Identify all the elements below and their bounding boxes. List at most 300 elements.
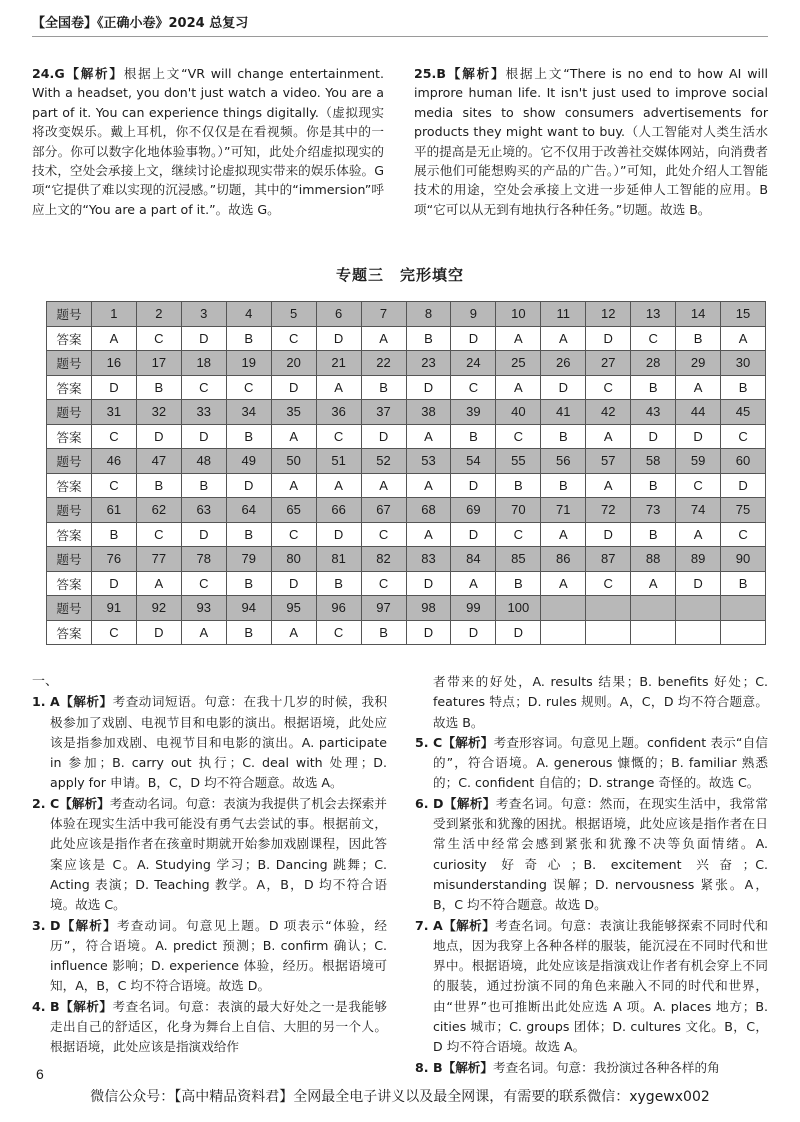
question-number-cell: 60 <box>721 449 766 474</box>
answer-cell: C <box>316 620 361 645</box>
answer-cell: A <box>406 522 451 547</box>
question-number-row-label: 题号 <box>47 596 92 621</box>
answer-cell: B <box>181 473 226 498</box>
answer-cell: C <box>361 522 406 547</box>
answer-cell: D <box>586 522 631 547</box>
question-number-cell: 8 <box>406 302 451 327</box>
question-number-cell: 93 <box>181 596 226 621</box>
answer-24-tag: 【解析】 <box>64 66 124 81</box>
question-number-cell: 56 <box>541 449 586 474</box>
answer-cell: A <box>406 473 451 498</box>
answer-cell: A <box>631 571 676 596</box>
question-number-cell: 89 <box>676 547 721 572</box>
question-number-cell: 48 <box>181 449 226 474</box>
question-number-cell: 3 <box>181 302 226 327</box>
answer-cell: A <box>91 326 136 351</box>
answer-row-label: 答案 <box>47 326 92 351</box>
answer-cell: A <box>271 424 316 449</box>
answer-cell: A <box>586 424 631 449</box>
answer-cell: D <box>136 424 181 449</box>
question-number-cell: 23 <box>406 351 451 376</box>
question-number-cell: 21 <box>316 351 361 376</box>
answer-25 <box>414 64 768 219</box>
answer-cell: D <box>676 424 721 449</box>
answer-row <box>47 375 766 400</box>
explanation-text: 考查动词短语。句意：在我十几岁的时候，我积极参加了戏剧、电视节目和电影的演出。根据语境，此处应该是指参加戏剧、电视节目和电影的演出。A. participate in 参加；B. carry out 执行；C. deal with 处理；D. apply for 申请。B，C，D 均不符合题意。故选 A。 <box>50 694 388 791</box>
answer-cell <box>721 620 766 645</box>
header-divider <box>32 36 768 37</box>
answer-row <box>47 424 766 449</box>
answer-row-label: 答案 <box>47 522 92 547</box>
answer-cell: B <box>676 326 721 351</box>
answer-cell: C <box>271 522 316 547</box>
question-number-cell: 27 <box>586 351 631 376</box>
answer-24-letter: G <box>54 66 65 81</box>
question-number-cell: 55 <box>496 449 541 474</box>
question-number-row <box>47 400 766 425</box>
answer-cell: A <box>721 326 766 351</box>
answer-cell: B <box>631 375 676 400</box>
explanation-number: 8. <box>415 1059 429 1075</box>
page-footer: 微信公众号：【高中精品资料君】全网最全电子讲义以及最全网课，有需要的联系微信：xygewx002 <box>90 1089 710 1105</box>
question-number-cell: 73 <box>631 498 676 523</box>
answer-cell: C <box>496 424 541 449</box>
answer-cell: B <box>226 424 271 449</box>
answer-cell: A <box>136 571 181 596</box>
question-number-cell: 87 <box>586 547 631 572</box>
question-number-cell: 29 <box>676 351 721 376</box>
page-number: 6 <box>36 1066 44 1082</box>
question-number-cell: 36 <box>316 400 361 425</box>
question-number-cell: 99 <box>451 596 496 621</box>
question-number-row-label: 题号 <box>47 547 92 572</box>
question-number-cell: 22 <box>361 351 406 376</box>
question-number-cell: 33 <box>181 400 226 425</box>
question-number-cell: 83 <box>406 547 451 572</box>
explanation-text: 考查名词。句意：我扮演过各种各样的角 <box>492 1059 720 1075</box>
answer-cell: D <box>91 375 136 400</box>
explanation-number: 7. <box>415 917 429 933</box>
section-mark: 一、 <box>32 674 59 689</box>
explanation-5 <box>415 733 768 794</box>
question-number-row-label: 题号 <box>47 400 92 425</box>
answer-cell: D <box>451 473 496 498</box>
top-answer-columns <box>32 64 768 244</box>
answer-cell: C <box>181 571 226 596</box>
answer-cell: C <box>496 522 541 547</box>
answer-cell: D <box>631 424 676 449</box>
answer-cell: B <box>496 473 541 498</box>
answer-cell: C <box>136 522 181 547</box>
answer-cell: D <box>406 571 451 596</box>
answer-cell: C <box>316 424 361 449</box>
explanation-text: 者带来的好处，A. results 结果；B. benefits 好处；C. features 特点；D. rules 规则。A，C，D 均不符合题意。故选 B。 <box>433 674 768 730</box>
answer-cell: D <box>361 424 406 449</box>
answer-cell: A <box>676 375 721 400</box>
question-number-row <box>47 351 766 376</box>
question-number-row-label: 题号 <box>47 498 92 523</box>
question-number-cell: 90 <box>721 547 766 572</box>
answer-cell: A <box>406 424 451 449</box>
explanation-letter: D <box>50 917 61 933</box>
answer-cell: D <box>676 571 721 596</box>
question-number-cell: 26 <box>541 351 586 376</box>
question-number-cell: 64 <box>226 498 271 523</box>
question-number-cell: 43 <box>631 400 676 425</box>
answer-24 <box>32 64 384 219</box>
question-number-cell: 25 <box>496 351 541 376</box>
question-number-cell: 17 <box>136 351 181 376</box>
answer-cell: D <box>406 375 451 400</box>
question-number-cell: 76 <box>91 547 136 572</box>
question-number-row-label: 题号 <box>47 449 92 474</box>
question-number-cell: 20 <box>271 351 316 376</box>
answer-row-label: 答案 <box>47 620 92 645</box>
answer-cell: D <box>271 571 316 596</box>
question-number-cell: 5 <box>271 302 316 327</box>
answer-24-text: 根据上文“VR will change entertainment. With a headset, you don't just watch a video. You are a part of it. You can experience things digitally.（虚拟现实将改变娱乐。戴上耳机，你不仅仅是在看视频。你是其中的一部分。你可以数字化地体验事物。）”可知，此处介绍虚拟现实的技术，空处会承接上文，继续讨论虚拟现实带来的娱乐体验。G 项“它提供了难以实现的沉浸感。”切题，其中的“immersion”呼应上文的“You are a part of it.”。故选 G。 <box>32 66 384 217</box>
explanation-text: 考查动名词。句意：表演为我提供了机会去探索并体验在现实生活中我可能没有勇气去尝试的事。根据前文，此处应该是指作者在孩童时期就开始参加戏剧课程，因此答案应该是 C。A. Studying 学习；B. Dancing 跳舞；C. Acting 表演；D. Teaching 教学。A，B，D 均不符合语境。故选 C。 <box>50 795 388 913</box>
answer-cell: C <box>676 473 721 498</box>
answer-cell: D <box>181 522 226 547</box>
answer-cell: D <box>316 326 361 351</box>
question-number-cell: 4 <box>226 302 271 327</box>
question-number-cell: 97 <box>361 596 406 621</box>
question-number-cell: 66 <box>316 498 361 523</box>
question-number-cell: 75 <box>721 498 766 523</box>
question-number-cell: 16 <box>91 351 136 376</box>
answer-cell: C <box>586 571 631 596</box>
answer-cell: C <box>451 375 496 400</box>
section-title: 专题三 完形填空 <box>335 266 464 284</box>
question-number-cell: 92 <box>136 596 181 621</box>
explanation-tag: 【解析】 <box>60 917 117 933</box>
answer-cell: A <box>676 522 721 547</box>
question-number-cell: 37 <box>361 400 406 425</box>
question-number-row <box>47 302 766 327</box>
question-number-cell: 62 <box>136 498 181 523</box>
question-number-cell: 52 <box>361 449 406 474</box>
question-number-cell: 57 <box>586 449 631 474</box>
question-number-cell: 39 <box>451 400 496 425</box>
question-number-cell: 32 <box>136 400 181 425</box>
answer-cell: B <box>631 522 676 547</box>
question-number-cell <box>586 596 631 621</box>
answer-cell: B <box>136 375 181 400</box>
answer-cell: C <box>226 375 271 400</box>
explanation-text: 考查动词。句意见上题。D 项表示“体验，经历”，符合语境。A. predict 预测；B. confirm 确认；C. influence 影响；D. experience 体验，经历。根据语境可知，A，B，C 均不符合语境。故选 D。 <box>50 917 387 994</box>
question-number-cell: 91 <box>91 596 136 621</box>
question-number-cell: 72 <box>586 498 631 523</box>
answer-cell: B <box>721 571 766 596</box>
answer-cell: C <box>91 424 136 449</box>
explanation-number: 1. <box>32 694 46 710</box>
answer-cell: D <box>541 375 586 400</box>
question-number-cell: 85 <box>496 547 541 572</box>
answer-cell: A <box>271 473 316 498</box>
answer-row-label: 答案 <box>47 424 92 449</box>
question-number-cell: 46 <box>91 449 136 474</box>
answer-cell: B <box>226 620 271 645</box>
answer-cell: A <box>496 326 541 351</box>
explanation-text: 考查名词。句意：表演的最大好处之一是我能够走出自己的舒适区，化身为舞台上自信、大胆的另一个人。根据语境，此处应该是指演戏给作 <box>50 998 388 1055</box>
question-number-cell: 53 <box>406 449 451 474</box>
question-number-cell: 12 <box>586 302 631 327</box>
explanation-number: 5. <box>415 734 429 750</box>
answer-cell: D <box>181 424 226 449</box>
question-number-cell: 61 <box>91 498 136 523</box>
explanation-letter: C <box>50 795 60 811</box>
answer-24-number: 24. <box>32 66 55 81</box>
answer-cell: A <box>541 522 586 547</box>
question-number-cell: 63 <box>181 498 226 523</box>
explanation-text: 考查形容词。句意见上题。confident 表示“自信的”，符合语境。A. generous 慷慨的；B. familiar 熟悉的；C. confident 自信的；D. strange 奇怪的。故选 C。 <box>433 734 769 791</box>
explanation-letter: A <box>433 917 443 933</box>
question-number-row <box>47 498 766 523</box>
answer-cell: D <box>496 620 541 645</box>
explanation-tag: 【解析】 <box>442 734 494 750</box>
explanation-columns <box>32 672 769 1075</box>
explanation-4-continued <box>415 672 768 733</box>
question-number-cell: 19 <box>226 351 271 376</box>
answer-cell: B <box>316 571 361 596</box>
answer-cell: B <box>136 473 181 498</box>
explanation-2 <box>32 794 387 916</box>
question-number-cell: 51 <box>316 449 361 474</box>
question-number-cell <box>541 596 586 621</box>
answer-cell: A <box>316 473 361 498</box>
answer-cell: A <box>541 571 586 596</box>
explanation-letter: A <box>50 694 60 710</box>
question-number-cell: 30 <box>721 351 766 376</box>
answer-cell: A <box>541 326 586 351</box>
explanation-8 <box>415 1058 768 1078</box>
answer-cell: D <box>406 620 451 645</box>
answer-cell: A <box>361 473 406 498</box>
question-number-cell: 24 <box>451 351 496 376</box>
answer-cell: D <box>451 620 496 645</box>
question-number-row <box>47 547 766 572</box>
question-number-cell: 6 <box>316 302 361 327</box>
answer-cell: C <box>271 326 316 351</box>
question-number-cell: 79 <box>226 547 271 572</box>
answer-cell: A <box>496 375 541 400</box>
answer-cell: D <box>136 620 181 645</box>
answer-cell: B <box>226 522 271 547</box>
explanation-4 <box>32 997 387 1058</box>
answer-cell: D <box>226 473 271 498</box>
question-number-cell: 7 <box>361 302 406 327</box>
explanation-number: 2. <box>32 795 46 811</box>
answer-cell: A <box>316 375 361 400</box>
explanation-letter: B <box>50 998 60 1014</box>
question-number-cell: 28 <box>631 351 676 376</box>
answer-cell: C <box>721 424 766 449</box>
question-number-row-label: 题号 <box>47 351 92 376</box>
answer-cell: A <box>586 473 631 498</box>
answer-25-number: 25. <box>414 66 437 81</box>
answer-cell: B <box>406 326 451 351</box>
question-number-cell: 78 <box>181 547 226 572</box>
answer-cell <box>541 620 586 645</box>
answer-cell: A <box>361 326 406 351</box>
explanation-number: 4. <box>32 998 46 1014</box>
answer-cell: B <box>631 473 676 498</box>
answer-cell: D <box>586 326 631 351</box>
page-header: 【全国卷】《正确小卷》2024 总复习 <box>32 16 249 31</box>
question-number-cell: 68 <box>406 498 451 523</box>
question-number-cell: 70 <box>496 498 541 523</box>
answer-25-letter: B <box>436 66 446 81</box>
answer-cell: B <box>496 571 541 596</box>
answer-cell: B <box>361 375 406 400</box>
answer-row-label: 答案 <box>47 375 92 400</box>
answer-cell: C <box>91 473 136 498</box>
question-number-cell: 77 <box>136 547 181 572</box>
question-number-cell: 95 <box>271 596 316 621</box>
explanation-tag: 【解析】 <box>442 917 496 933</box>
answer-cell: D <box>451 326 496 351</box>
answer-row <box>47 473 766 498</box>
answer-cell: D <box>721 473 766 498</box>
question-number-cell: 44 <box>676 400 721 425</box>
answer-cell: C <box>91 620 136 645</box>
answer-cell <box>676 620 721 645</box>
question-number-cell: 67 <box>361 498 406 523</box>
question-number-cell: 41 <box>541 400 586 425</box>
question-number-cell: 2 <box>136 302 181 327</box>
question-number-cell: 15 <box>721 302 766 327</box>
question-number-cell: 58 <box>631 449 676 474</box>
explanation-6 <box>415 794 768 916</box>
explanation-text: 考查名词。句意：然而，在现实生活中，我常常受到紧张和犹豫的困扰。根据语境，此处应该是指作者在日常生活中经常会感到紧张和犹豫不决等负面情绪。A. curiosity 好奇心；B. excitement 兴奋；C. misunderstanding 误解；D. nervousness 紧张。A，B，C 均不符合题意。故选 D。 <box>433 795 768 913</box>
answer-key-table <box>46 301 766 645</box>
answer-cell: B <box>226 326 271 351</box>
question-number-cell: 18 <box>181 351 226 376</box>
explanation-tag: 【解析】 <box>442 1059 493 1075</box>
explanation-letter: D <box>433 795 444 811</box>
answer-row <box>47 326 766 351</box>
answer-cell: C <box>631 326 676 351</box>
answer-row <box>47 620 766 645</box>
answer-cell: D <box>91 571 136 596</box>
question-number-cell: 80 <box>271 547 316 572</box>
answer-25-text: 根据上文“There is no end to how AI will improre human life. It isn't just used to improve social media sites to show consumers advertisements for products they might want to buy.（人工智能对人类生活水平的提高是无止境的。它不仅用于改善社交媒体网站，向消费者展示他们可能想购买的产品的广告。）”可知，此处介绍人工智能技术的用途，空处会承接上文进一步延伸人工智能的应用。B 项“它可以从无到有地执行各种任务。”切题。故选 B。 <box>414 66 768 217</box>
answer-cell <box>586 620 631 645</box>
answer-row-label: 答案 <box>47 473 92 498</box>
question-number-cell: 71 <box>541 498 586 523</box>
question-number-cell: 88 <box>631 547 676 572</box>
answer-cell: B <box>541 424 586 449</box>
question-number-cell: 45 <box>721 400 766 425</box>
question-number-cell: 35 <box>271 400 316 425</box>
question-number-row <box>47 449 766 474</box>
answer-cell: C <box>181 375 226 400</box>
question-number-cell: 14 <box>676 302 721 327</box>
question-number-row <box>47 596 766 621</box>
question-number-cell: 54 <box>451 449 496 474</box>
explanation-left-column <box>32 672 387 1058</box>
answer-cell: C <box>136 326 181 351</box>
explanation-tag: 【解析】 <box>59 998 113 1014</box>
question-number-cell: 74 <box>676 498 721 523</box>
question-number-cell: 1 <box>91 302 136 327</box>
question-number-cell: 40 <box>496 400 541 425</box>
question-number-cell <box>676 596 721 621</box>
explanation-number: 3. <box>32 917 46 933</box>
explanation-number: 6. <box>415 795 429 811</box>
explanation-tag: 【解析】 <box>59 795 110 811</box>
question-number-cell: 69 <box>451 498 496 523</box>
answer-cell: A <box>181 620 226 645</box>
question-number-cell: 9 <box>451 302 496 327</box>
answer-cell: B <box>361 620 406 645</box>
question-number-cell: 42 <box>586 400 631 425</box>
answer-cell: D <box>451 522 496 547</box>
answer-cell: B <box>91 522 136 547</box>
question-number-cell: 81 <box>316 547 361 572</box>
question-number-cell: 86 <box>541 547 586 572</box>
explanation-tag: 【解析】 <box>443 795 496 811</box>
explanation-text: 考查名词。句意：表演让我能够探索不同时代和地点，因为我穿上各种各样的服装，能沉浸在不同时代和世界中。根据语境，此处应该是指演戏让作者有机会穿上不同的服装，通过扮演不同的角色来融入不同的时代和世界，由“世界”也可推断出此处应选 A 项。A. places 地方；B. cities 城市；C. groups 团体；D. cultures 文化。B，C，D 均不符合语境。故选 A。 <box>433 917 769 1055</box>
explanation-3 <box>32 916 387 997</box>
answer-cell: C <box>361 571 406 596</box>
answer-row <box>47 522 766 547</box>
answer-cell: A <box>451 571 496 596</box>
question-number-cell: 84 <box>451 547 496 572</box>
answer-cell: A <box>271 620 316 645</box>
answer-row <box>47 571 766 596</box>
answer-cell: C <box>721 522 766 547</box>
question-number-cell: 10 <box>496 302 541 327</box>
question-number-cell: 100 <box>496 596 541 621</box>
question-number-row-label: 题号 <box>47 302 92 327</box>
explanation-tag: 【解析】 <box>59 694 113 710</box>
question-number-cell: 31 <box>91 400 136 425</box>
answer-cell <box>631 620 676 645</box>
explanation-letter: C <box>433 734 443 750</box>
question-number-cell: 96 <box>316 596 361 621</box>
question-number-cell: 94 <box>226 596 271 621</box>
answer-25-tag: 【解析】 <box>445 66 506 81</box>
answer-cell: D <box>181 326 226 351</box>
answer-cell: B <box>541 473 586 498</box>
question-number-cell: 38 <box>406 400 451 425</box>
explanation-7 <box>415 916 768 1058</box>
explanation-right-column <box>415 672 768 1078</box>
answer-cell: B <box>451 424 496 449</box>
answer-cell: D <box>316 522 361 547</box>
answer-cell: D <box>271 375 316 400</box>
question-number-cell: 59 <box>676 449 721 474</box>
question-number-cell: 11 <box>541 302 586 327</box>
question-number-cell: 49 <box>226 449 271 474</box>
question-number-cell: 13 <box>631 302 676 327</box>
question-number-cell: 82 <box>361 547 406 572</box>
answer-cell: C <box>586 375 631 400</box>
answer-cell: B <box>226 571 271 596</box>
question-number-cell: 98 <box>406 596 451 621</box>
question-number-cell: 47 <box>136 449 181 474</box>
answer-cell: B <box>721 375 766 400</box>
explanation-letter: B <box>433 1059 443 1075</box>
question-number-cell: 65 <box>271 498 316 523</box>
question-number-cell <box>631 596 676 621</box>
explanation-1 <box>32 692 387 793</box>
question-number-cell <box>721 596 766 621</box>
answer-row-label: 答案 <box>47 571 92 596</box>
question-number-cell: 34 <box>226 400 271 425</box>
